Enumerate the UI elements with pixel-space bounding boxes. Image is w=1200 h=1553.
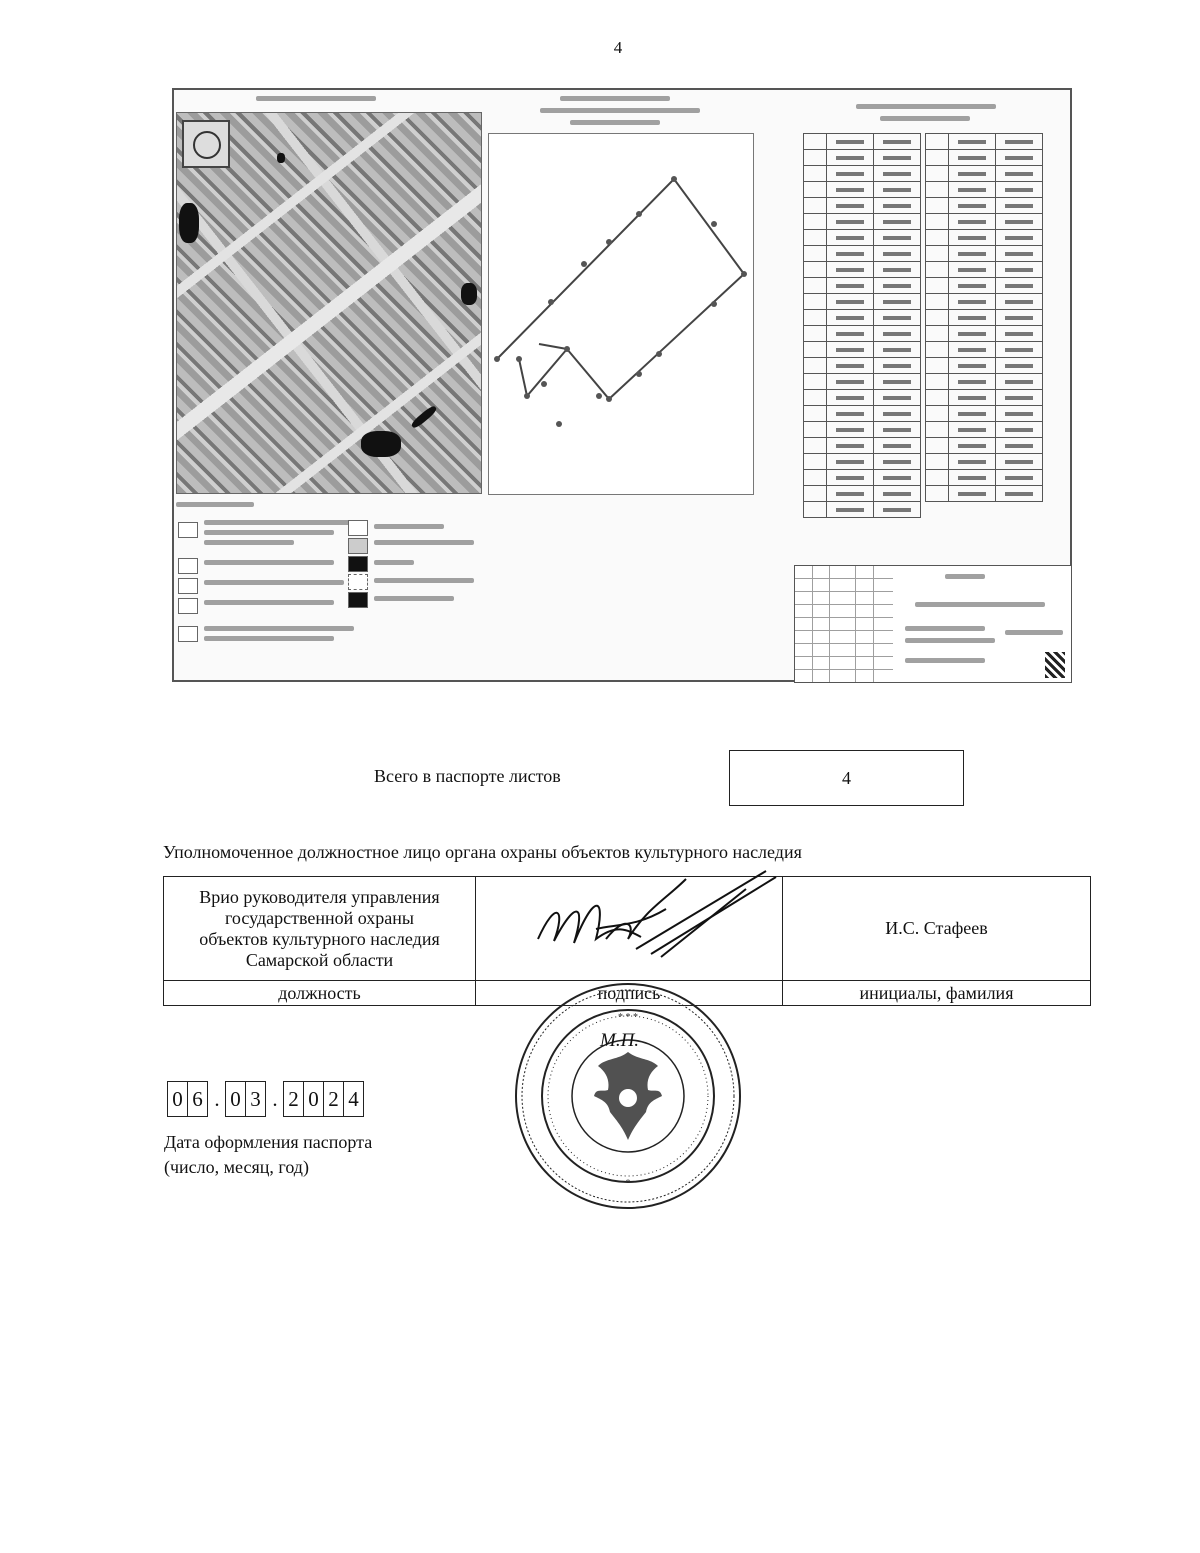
signature-cell <box>476 877 783 981</box>
date-separator: . <box>214 1086 220 1111</box>
date-digit: 4 <box>343 1081 364 1117</box>
sheets-count-value: 4 <box>729 750 964 806</box>
boundary-scheme <box>488 133 754 495</box>
signature-caption: подпись <box>476 981 783 1006</box>
date-digit: 0 <box>225 1081 246 1117</box>
coordinates-table-2 <box>925 133 1043 502</box>
date-digit: 2 <box>323 1081 344 1117</box>
date-caption-line-2: (число, месяц, год) <box>164 1157 309 1177</box>
table-caption-blur <box>856 104 996 109</box>
date-digit: 2 <box>283 1081 304 1117</box>
scheme-caption-blur <box>540 108 700 113</box>
date-separator: . <box>272 1086 278 1111</box>
name-cell: И.С. Стафеев <box>783 877 1091 981</box>
date-digit: 3 <box>245 1081 266 1117</box>
coordinates-table-1 <box>803 133 921 518</box>
position-caption: должность <box>164 981 476 1006</box>
scheme-caption-blur <box>560 96 670 101</box>
position-line-3: объектов культурного наследия <box>199 928 440 949</box>
date-digit: 0 <box>303 1081 324 1117</box>
map-caption-blur <box>256 96 376 101</box>
drawing-title-block <box>794 565 1072 683</box>
position-line-1: Врио руководителя управления <box>199 886 440 907</box>
date-caption-line-1: Дата оформления паспорта <box>164 1132 373 1152</box>
scheme-caption-blur <box>570 120 660 125</box>
official-heading: Уполномоченное должностное лицо органа охраны объектов культурного наследия <box>163 842 802 862</box>
official-seal <box>510 980 746 1212</box>
stamp-mark-label: М.П. <box>600 1030 640 1051</box>
map-legend <box>176 500 616 650</box>
issue-date <box>168 1081 364 1117</box>
svg-text:*: * <box>625 1178 631 1189</box>
name-caption: инициалы, фамилия <box>783 981 1091 1006</box>
table-caption-blur <box>880 116 970 121</box>
aerial-photo <box>176 112 482 494</box>
north-arrow-icon <box>182 120 230 168</box>
svg-text:* * *: * * * <box>618 1012 638 1023</box>
page-number: 4 <box>613 38 623 57</box>
position-cell <box>164 877 476 981</box>
date-digit: 6 <box>187 1081 208 1117</box>
date-caption <box>164 1130 372 1180</box>
position-line-2: государственной охраны <box>224 907 415 928</box>
sheets-count-label: Всего в паспорте листов <box>374 766 561 786</box>
position-line-4: Самарской области <box>245 949 394 970</box>
handwritten-signature <box>536 869 796 969</box>
date-digit: 0 <box>167 1081 188 1117</box>
